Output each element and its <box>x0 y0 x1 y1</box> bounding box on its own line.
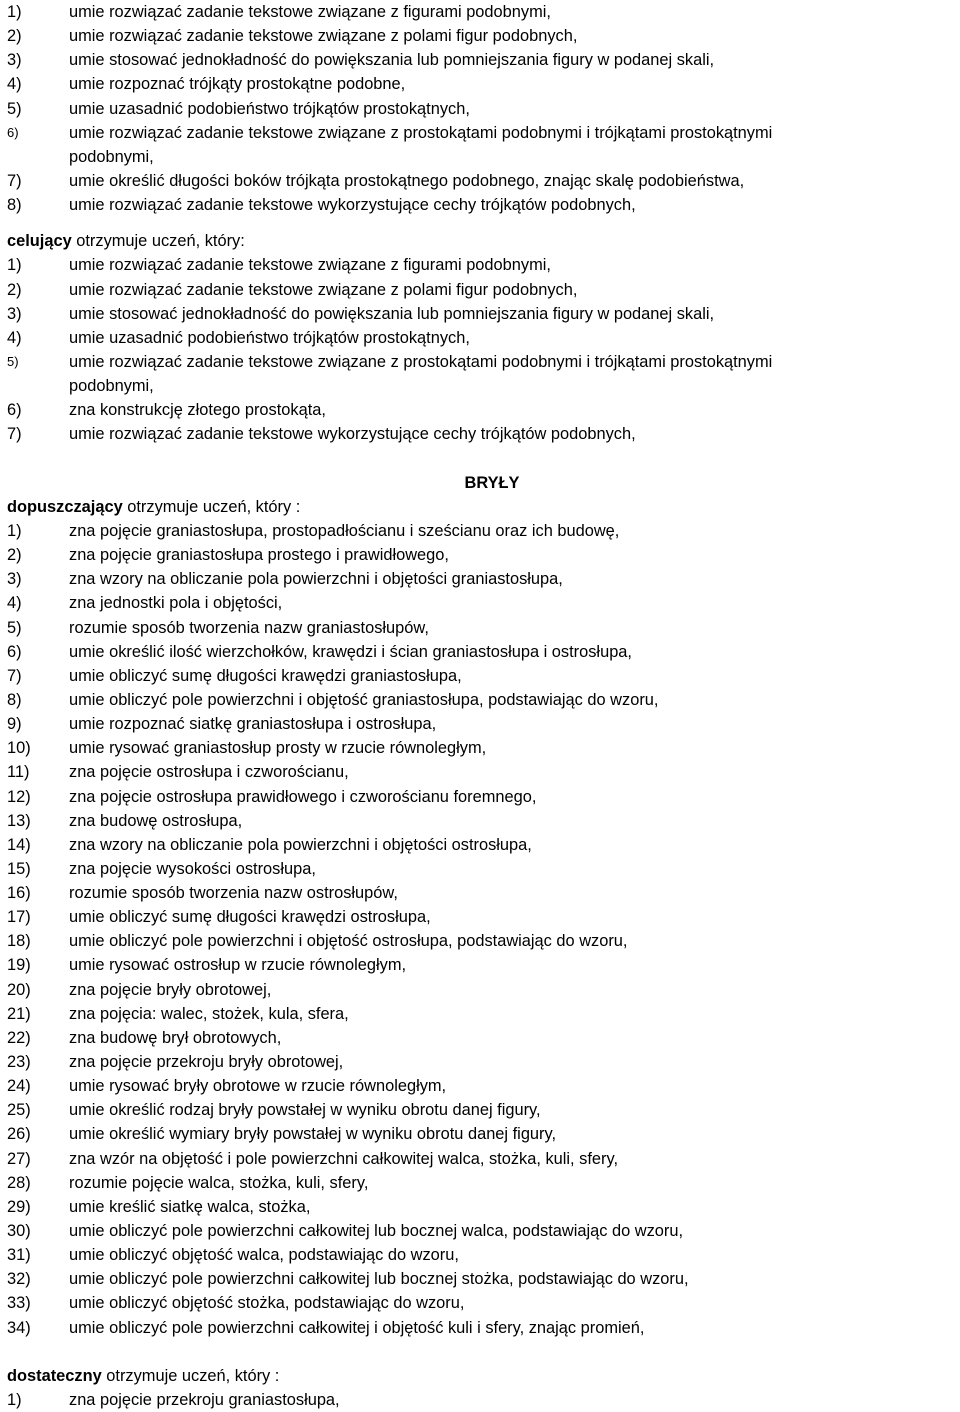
list-item <box>7 97 957 121</box>
list-item-text: zna pojęcie graniastosłupa prostego i prawidłowego, <box>69 546 449 565</box>
list-item-number: 30) <box>7 1222 31 1241</box>
list-item-number: 25) <box>7 1101 31 1120</box>
list-item-number: 14) <box>7 835 31 854</box>
list-item-text: umie rysować bryły obrotowe w rzucie równoległym, <box>69 1077 447 1096</box>
list-item-number: 8) <box>7 196 22 215</box>
list-item <box>7 169 957 193</box>
list-item-number: 4) <box>7 75 22 94</box>
list-item-text: zna budowę ostrosłupa, <box>69 811 243 830</box>
grade-intro: otrzymuje uczeń, który : <box>122 497 301 516</box>
list-item-number: 7) <box>7 425 22 444</box>
list-item <box>7 640 957 664</box>
grade-heading-dostateczny <box>7 1364 957 1388</box>
list-item-continuation: podobnymi, <box>69 147 154 166</box>
list-item-number: 15) <box>7 859 31 878</box>
list-item <box>7 760 957 784</box>
list-item <box>7 1122 957 1146</box>
list-item-number: 31) <box>7 1246 31 1265</box>
list-item-number: 1) <box>7 521 22 540</box>
list-item <box>7 398 957 422</box>
list-item-text: umie rozwiązać zadanie tekstowe wykorzystujące cechy trójkątów podobnych, <box>69 196 636 215</box>
document-page <box>7 0 957 1412</box>
list-item-number: 4) <box>7 594 22 613</box>
list-item <box>7 72 957 96</box>
list-item-text: umie rozwiązać zadanie tekstowe związane z polami figur podobnych, <box>69 27 578 46</box>
list-item-text: rozumie sposób tworzenia nazw graniastosłupów, <box>69 618 429 637</box>
list-item <box>7 1388 957 1412</box>
section-title-bryly: BRYŁY <box>464 473 520 492</box>
list-item <box>7 193 957 217</box>
list-item <box>7 688 957 712</box>
list-item-text: umie określić długości boków trójkąta prostokątnego podobnego, znając skalę podobieństwa, <box>69 171 745 190</box>
list-item <box>7 121 957 145</box>
list-item-text: umie obliczyć pole powierzchni całkowitej i objętość kuli i sfery, znając promień, <box>69 1318 645 1337</box>
list-item <box>7 0 957 24</box>
list-item-text: umie stosować jednokładność do powiększania lub pomniejszania figury w podanej skali, <box>69 51 715 70</box>
requirements-list-similar-figures <box>7 0 957 217</box>
list-item-number: 1) <box>7 1391 22 1410</box>
list-item-text: umie rysować graniastosłup prosty w rzucie równoległym, <box>69 739 487 758</box>
list-item-number: 3) <box>7 570 22 589</box>
list-item <box>7 905 957 929</box>
list-item-number: 13) <box>7 811 31 830</box>
grade-heading-celujacy <box>7 229 957 253</box>
list-item-number: 24) <box>7 1077 31 1096</box>
grade-name: celujący <box>7 232 72 251</box>
list-item-text: umie stosować jednokładność do powiększania lub pomniejszania figury w podanej skali, <box>69 304 715 323</box>
list-item-number: 33) <box>7 1294 31 1313</box>
list-item-text: umie rozwiązać zadanie tekstowe związane z prostokątami podobnymi i trójkątami prostokątnymi <box>69 352 773 371</box>
list-item-text: umie rozpoznać siatkę graniastosłupa i ostrosłupa, <box>69 715 437 734</box>
list-item <box>7 1026 957 1050</box>
list-item-text: zna pojęcie ostrosłupa i czworościanu, <box>69 763 349 782</box>
list-item <box>7 953 957 977</box>
list-item-text: umie rozwiązać zadanie tekstowe związane z figurami podobnymi, <box>69 256 551 275</box>
list-item-number: 5) <box>7 99 22 118</box>
list-item-number: 18) <box>7 932 31 951</box>
list-item-number: 10) <box>7 739 31 758</box>
list-item <box>7 978 957 1002</box>
grade-heading-dopuszczajacy <box>7 495 957 519</box>
list-item-number: 29) <box>7 1197 31 1216</box>
list-item-number: 22) <box>7 1028 31 1047</box>
list-item <box>7 736 957 760</box>
list-item <box>7 519 957 543</box>
list-item-text: umie obliczyć pole powierzchni całkowitej lub bocznej stożka, podstawiając do wzoru, <box>69 1270 689 1289</box>
list-item <box>7 422 957 446</box>
list-item-text: zna wzory na obliczanie pola powierzchni i objętości ostrosłupa, <box>69 835 532 854</box>
list-item-text: umie obliczyć pole powierzchni całkowitej lub bocznej walca, podstawiając do wzoru, <box>69 1222 684 1241</box>
list-item-text: umie uzasadnić podobieństwo trójkątów prostokątnych, <box>69 99 470 118</box>
list-item-number: 23) <box>7 1053 31 1072</box>
list-item-number: 1) <box>7 3 22 21</box>
list-item-number: 8) <box>7 690 22 709</box>
list-item <box>7 616 957 640</box>
list-item-text: zna pojęcie bryły obrotowej, <box>69 980 272 999</box>
list-item-continuation: podobnymi, <box>69 377 154 396</box>
list-item-number: 16) <box>7 884 31 903</box>
list-item-number: 32) <box>7 1270 31 1289</box>
list-item <box>7 1267 957 1291</box>
list-item <box>7 1074 957 1098</box>
list-item-text: umie rysować ostrosłup w rzucie równoległym, <box>69 956 407 975</box>
list-item <box>7 1002 957 1026</box>
list-item <box>7 785 957 809</box>
list-item-text: rozumie pojęcie walca, stożka, kuli, sfery, <box>69 1173 369 1192</box>
list-item-text: umie obliczyć sumę długości krawędzi ostrosłupa, <box>69 908 431 927</box>
list-item-text: zna konstrukcję złotego prostokąta, <box>69 401 326 420</box>
list-item-number: 3) <box>7 51 22 70</box>
list-item-number: 26) <box>7 1125 31 1144</box>
grade-intro: otrzymuje uczeń, który: <box>71 232 245 251</box>
list-item-number: 5) <box>7 618 22 637</box>
list-item-text: umie obliczyć pole powierzchni i objętość ostrosłupa, podstawiając do wzoru, <box>69 932 628 951</box>
list-item-text: umie obliczyć objętość stożka, podstawiając do wzoru, <box>69 1294 465 1313</box>
list-item <box>7 1171 957 1195</box>
grade-intro: otrzymuje uczeń, który : <box>101 1366 280 1385</box>
list-item-number: 3) <box>7 304 22 323</box>
list-item <box>7 1195 957 1219</box>
requirements-list-celujacy <box>7 253 957 446</box>
list-item-number: 17) <box>7 908 31 927</box>
list-item-text: zna budowę brył obrotowych, <box>69 1028 282 1047</box>
list-item-number: 19) <box>7 956 31 975</box>
list-item-text: umie rozwiązać zadanie tekstowe związane z polami figur podobnych, <box>69 280 578 299</box>
list-item-text: zna pojęcie ostrosłupa prawidłowego i czworościanu foremnego, <box>69 787 537 806</box>
list-item <box>7 857 957 881</box>
list-item-text: umie określić ilość wierzchołków, krawędzi i ścian graniastosłupa i ostrosłupa, <box>69 642 632 661</box>
list-item <box>7 1291 957 1315</box>
list-item <box>7 350 957 374</box>
list-item-text: zna pojęcie przekroju bryły obrotowej, <box>69 1053 344 1072</box>
list-item <box>7 1219 957 1243</box>
list-item-text: zna wzory na obliczanie pola powierzchni i objętości graniastosłupa, <box>69 570 563 589</box>
requirements-list-dostateczny <box>7 1388 957 1412</box>
list-item <box>7 278 957 302</box>
grade-name: dostateczny <box>7 1366 102 1385</box>
list-item-number: 34) <box>7 1318 31 1337</box>
list-item-text: umie obliczyć pole powierzchni i objętość graniastosłupa, podstawiając do wzoru, <box>69 690 659 709</box>
list-item <box>7 833 957 857</box>
list-item-text: umie uzasadnić podobieństwo trójkątów prostokątnych, <box>69 328 470 347</box>
list-item-text: zna pojęcie przekroju graniastosłupa, <box>69 1391 340 1410</box>
list-item-text: rozumie sposób tworzenia nazw ostrosłupów, <box>69 884 398 903</box>
list-item-text: umie rozwiązać zadanie tekstowe związane z figurami podobnymi, <box>69 3 551 21</box>
list-item <box>7 929 957 953</box>
requirements-list-dopuszczajacy <box>7 519 957 1340</box>
list-item-number: 27) <box>7 1149 31 1168</box>
list-item-text: umie kreślić siatkę walca, stożka, <box>69 1197 311 1216</box>
list-item-number: 12) <box>7 787 31 806</box>
list-item-text: zna pojęcie graniastosłupa, prostopadłościanu i sześcianu oraz ich budowę, <box>69 521 620 540</box>
list-item-number: 6) <box>7 642 22 661</box>
list-item-text: umie rozwiązać zadanie tekstowe związane z prostokątami podobnymi i trójkątami prostokątnymi <box>69 123 773 142</box>
list-item-number: 28) <box>7 1173 31 1192</box>
list-item-text: zna pojęcia: walec, stożek, kula, sfera, <box>69 1004 349 1023</box>
list-item-number: 2) <box>7 27 22 46</box>
list-item <box>7 567 957 591</box>
list-item <box>7 591 957 615</box>
list-item-number: 1) <box>7 256 22 275</box>
list-item-text: umie rozpoznać trójkąty prostokątne podobne, <box>69 75 406 94</box>
list-item <box>7 48 957 72</box>
list-item-number: 20) <box>7 980 31 999</box>
list-item <box>7 1243 957 1267</box>
list-item <box>7 24 957 48</box>
list-item <box>7 1098 957 1122</box>
list-item-number: 4) <box>7 328 22 347</box>
list-item-text: umie określić wymiary bryły powstałej w wyniku obrotu danej figury, <box>69 1125 557 1144</box>
list-item-number: 6) <box>7 124 19 140</box>
list-item <box>7 1147 957 1171</box>
list-item <box>7 712 957 736</box>
list-item-text: umie obliczyć sumę długości krawędzi graniastosłupa, <box>69 666 462 685</box>
list-item-text: zna pojęcie wysokości ostrosłupa, <box>69 859 316 878</box>
list-item <box>7 543 957 567</box>
list-item-text: zna wzór na objętość i pole powierzchni całkowitej walca, stożka, kuli, sfery, <box>69 1149 619 1168</box>
list-item-number: 7) <box>7 171 22 190</box>
list-item-number: 5) <box>7 353 19 369</box>
list-item <box>7 302 957 326</box>
grade-name: dopuszczający <box>7 497 123 516</box>
list-item-text: zna jednostki pola i objętości, <box>69 594 283 613</box>
list-item-number: 11) <box>7 763 30 782</box>
list-item <box>7 253 957 277</box>
list-item-number: 6) <box>7 401 22 420</box>
list-item-number: 21) <box>7 1004 31 1023</box>
list-item <box>7 809 957 833</box>
list-item <box>7 664 957 688</box>
list-item <box>7 1050 957 1074</box>
list-item-text: umie obliczyć objętość walca, podstawiając do wzoru, <box>69 1246 459 1265</box>
list-item-number: 9) <box>7 715 22 734</box>
list-item <box>7 326 957 350</box>
list-item-number: 7) <box>7 666 22 685</box>
list-item <box>7 1316 957 1340</box>
list-item-text: umie określić rodzaj bryły powstałej w wyniku obrotu danej figury, <box>69 1101 541 1120</box>
list-item-number: 2) <box>7 280 22 299</box>
list-item-number: 2) <box>7 546 22 565</box>
list-item <box>7 881 957 905</box>
list-item-text: umie rozwiązać zadanie tekstowe wykorzystujące cechy trójkątów podobnych, <box>69 425 636 444</box>
